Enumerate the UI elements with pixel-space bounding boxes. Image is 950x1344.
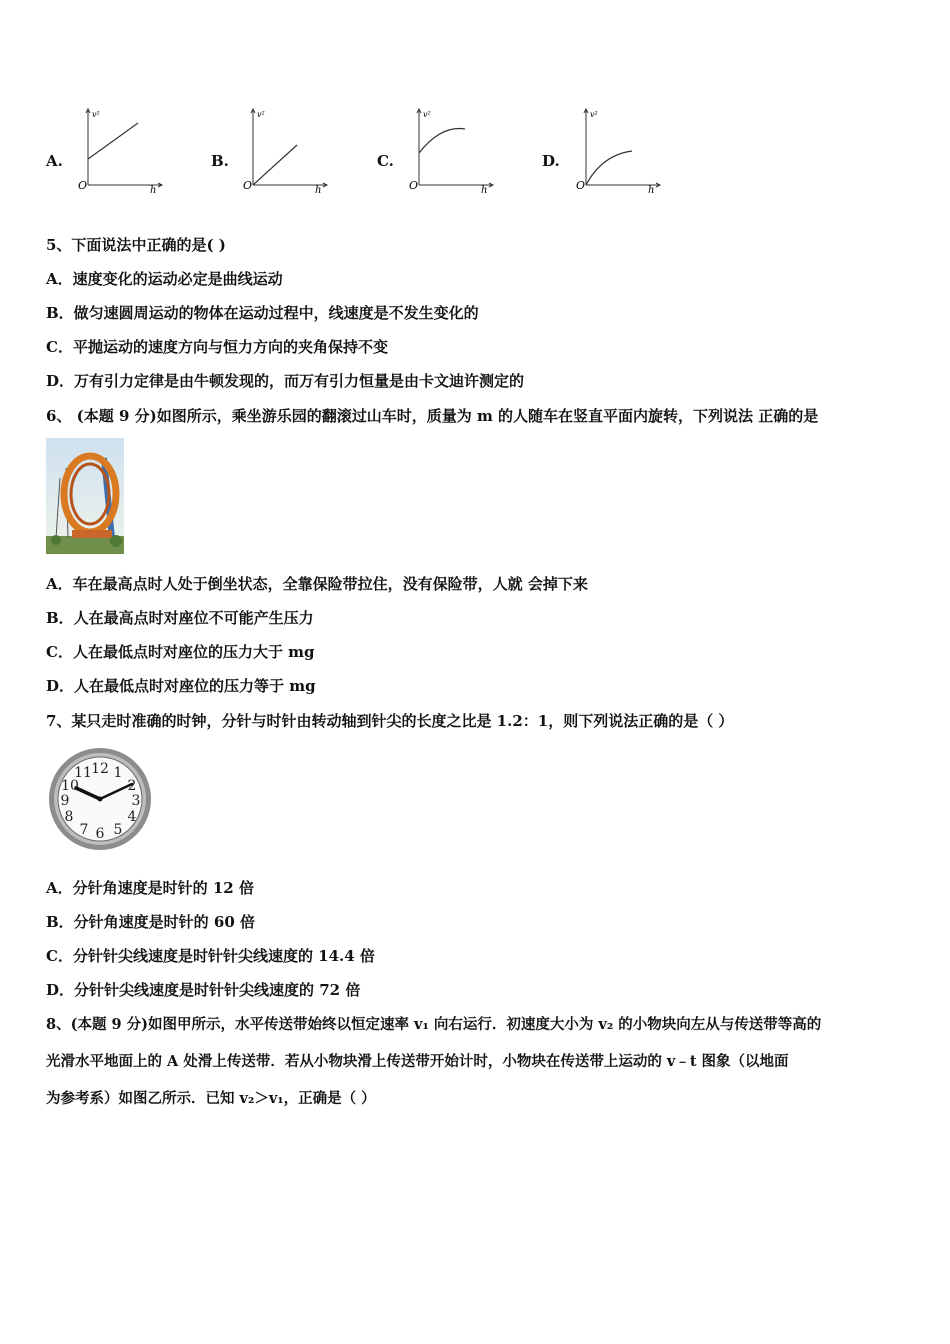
q8-line3: 为参考系）如图乙所示．已知 v₂＞v₁，正确是（ ） xyxy=(46,1090,376,1107)
option-b-label: B. xyxy=(211,152,229,170)
v2-axis-label: v² xyxy=(92,110,100,119)
clock-image xyxy=(46,746,156,856)
option-d-graph xyxy=(576,105,666,201)
roller-coaster-image xyxy=(46,438,124,558)
svg-text:v²: v² xyxy=(423,110,431,119)
svg-text:O: O xyxy=(243,179,253,192)
q7-option-d: D．分针针尖线速度是时针针尖线速度的 72 倍 xyxy=(46,981,361,999)
svg-text:v²: v² xyxy=(590,110,598,119)
svg-text:O: O xyxy=(576,179,586,192)
clock-12: 12 xyxy=(91,761,109,777)
clock-5: 5 xyxy=(113,822,123,838)
q5-option-c: C．平抛运动的速度方向与恒力方向的夹角保持不变 xyxy=(46,338,388,356)
svg-text:O: O xyxy=(409,179,419,192)
q6-stem: 6、 (本题 9 分)如图所示，乘坐游乐园的翻滚过山车时，质量为 m 的人随车在竖直平面内旋转，下列说法 正确的是 xyxy=(46,407,819,425)
q6-option-b: B．人在最高点时对座位不可能产生压力 xyxy=(46,609,314,627)
q5-option-a: A．速度变化的运动必定是曲线运动 xyxy=(46,270,283,288)
origin-label: O xyxy=(78,179,88,192)
clock-7: 7 xyxy=(79,822,89,838)
q8-line1: 8、(本题 9 分)如图甲所示，水平传送带始终以恒定速率 v₁ 向右运行．初速度大小为 v₂ 的小物块向左从与传送带等高的 xyxy=(46,1016,822,1033)
svg-text:v²: v² xyxy=(257,110,265,119)
option-d-label: D. xyxy=(542,152,560,170)
option-a-label: A. xyxy=(46,152,63,170)
q5-option-b: B．做匀速圆周运动的物体在运动过程中，线速度是不发生变化的 xyxy=(46,304,479,322)
q7-option-a: A．分针角速度是时针的 12 倍 xyxy=(46,879,254,897)
q6-option-c: C．人在最低点时对座位的压力大于 mg xyxy=(46,643,315,661)
clock-11: 11 xyxy=(74,765,92,781)
clock-6: 6 xyxy=(95,826,105,842)
q7-option-b: B．分针角速度是时针的 60 倍 xyxy=(46,913,255,931)
q5-option-d: D．万有引力定律是由牛顿发现的，而万有引力恒量是由卡文迪许测定的 xyxy=(46,372,525,390)
option-b-graph xyxy=(243,105,333,201)
q5-stem: 5、下面说法中正确的是( ) xyxy=(46,236,226,254)
q6-option-d: D．人在最低点时对座位的压力等于 mg xyxy=(46,677,316,695)
clock-3: 3 xyxy=(131,793,141,809)
option-c-graph xyxy=(409,105,499,201)
q7-stem: 7、某只走时准确的时钟，分针与时针由转动轴到针尖的长度之比是 1.2：1，则下列说法正确的是（ ） xyxy=(46,712,734,730)
q8-line2: 光滑水平地面上的 A 处滑上传送带．若从小物块滑上传送带开始计时，小物块在传送带上运动的 v﹣t 图象（以地面 xyxy=(46,1053,789,1070)
q6-option-a: A．车在最高点时人处于倒坐状态，全靠保险带拉住，没有保险带，人就 会掉下来 xyxy=(46,575,588,593)
h-axis-label: h xyxy=(150,185,157,196)
clock-10: 10 xyxy=(61,778,79,794)
clock-8: 8 xyxy=(64,809,74,825)
option-a-graph xyxy=(78,105,168,201)
svg-text:h: h xyxy=(481,185,488,196)
clock-9: 9 xyxy=(60,793,70,809)
q7-option-c: C．分针针尖线速度是时针针尖线速度的 14.4 倍 xyxy=(46,947,375,965)
clock-1: 1 xyxy=(113,765,123,781)
clock-4: 4 xyxy=(127,809,137,825)
clock-2: 2 xyxy=(127,778,137,794)
option-c-label: C. xyxy=(377,152,394,170)
svg-text:h: h xyxy=(648,185,655,196)
svg-text:h: h xyxy=(315,185,322,196)
